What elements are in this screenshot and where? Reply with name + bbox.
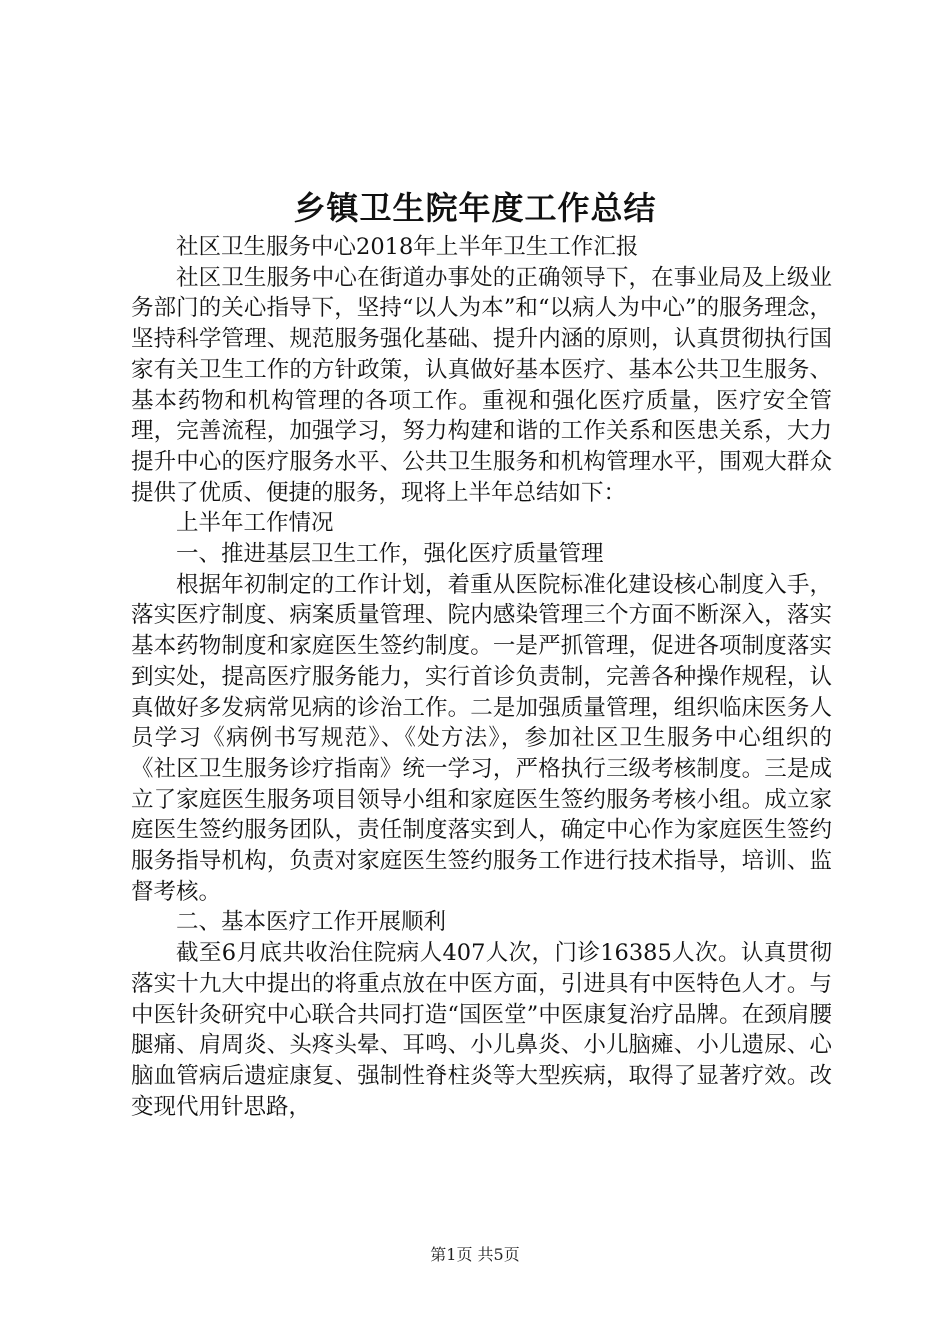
body-paragraph-1: 根据年初制定的工作计划，着重从医院标准化建设核心制度入手，落实医疗制度、病案质量管理、院内感染管理三个方面不断深入，落实基本药物制度和家庭医生签约制度。一是严抓管理，促进各项制度落实到实处，提高医疗服务能力，实行首诊负责制，完善各种操作规程，认真做好多发病常见病的诊治工作。二是加强质量管理，组织临床医务人员学习《病例书写规范》、《处方法》，参加社区卫生服务中心组织的《社区卫生服务诊疗指南》统一学习，严格执行三级考核制度。三是成立了家庭医生服务项目领导小组和家庭医生签约服务考核小组。成立家庭医生签约服务团队，责任制度落实到人，确定中心作为家庭医生签约服务指导机构，负责对家庭医生签约服务工作进行技术指导，培训、监督考核。 bbox=[131, 571, 832, 905]
section-heading: 上半年工作情况 bbox=[176, 510, 334, 537]
subsection-heading-1: 一、推进基层卫生工作，强化医疗质量管理 bbox=[176, 541, 604, 568]
document-title: 乡镇卫生院年度工作总结 bbox=[293, 189, 657, 227]
page-footer: 第1页 共5页 bbox=[430, 1245, 520, 1264]
subsection-heading-2: 二、基本医疗工作开展顺利 bbox=[176, 909, 447, 936]
report-heading-paragraph: 社区卫生服务中心2018年上半年卫生工作汇报 bbox=[176, 234, 639, 260]
body-paragraph-2: 截至6月底共收治住院病人407人次，门诊16385人次。认真贯彻落实十九大中提出的将重点放在中医方面，引进具有中医特色人才。与中医针灸研究中心联合共同打造“国医堂”中医康复治疗品牌。在颈肩腰腿痛、肩周炎、头疼头晕、耳鸣、小儿鼻炎、小儿脑瘫、小儿遗尿、心脑血管病后遗症康复、强制性脊柱炎等大型疾病，取得了显著疗效。改变现代用针思路， bbox=[131, 940, 832, 1120]
intro-paragraph: 社区卫生服务中心在街道办事处的正确领导下，在事业局及上级业务部门的关心指导下，坚持“以人为本”和“以病人为中心”的服务理念，坚持科学管理、规范服务强化基础、提升内涵的原则，认真贯彻执行国家有关卫生工作的方针政策，认真做好基本医疗、基本公共卫生服务、基本药物和机构管理的各项工作。重视和强化医疗质量，医疗安全管理，完善流程，加强学习，努力构建和谐的工作关系和医患关系，大力提升中心的医疗服务水平、公共卫生服务和机构管理水平，围观大群众提供了优质、便捷的服务，现将上半年总结如下： bbox=[131, 264, 832, 506]
document-body bbox=[131, 232, 832, 1122]
